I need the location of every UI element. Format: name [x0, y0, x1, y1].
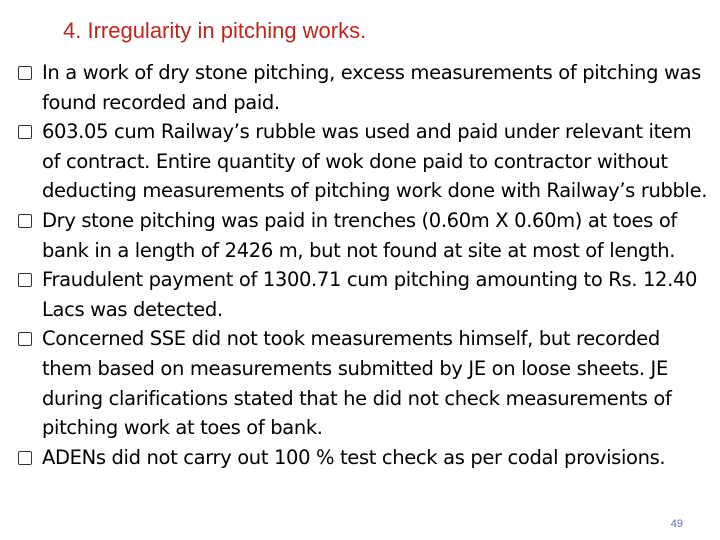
bullet-item	[10, 206, 710, 265]
bullet-text: Fraudulent payment of 1300.71 cum pitching amounting to Rs. 12.40 Lacs was detected.	[42, 268, 698, 321]
page-number: 49	[670, 518, 683, 530]
bullet-item	[10, 324, 710, 442]
bullet-item	[10, 265, 710, 324]
bullet-text: Dry stone pitching was paid in trenches (0.60m X 0.60m) at toes of bank in a length of 2426 m, but not found at site at most of length.	[42, 208, 677, 262]
bullet-text: In a work of dry stone pitching, excess measurements of pitching was found recorded and paid.	[42, 61, 701, 114]
square-bullet-icon	[18, 66, 32, 80]
bullet-text: 603.05 cum Railway’s rubble was used and paid under relevant item of contract. Entire quantity of wok done paid to contractor without deducting measurements of pitching work done with Railway’s rubble.	[42, 120, 708, 203]
bullet-item	[10, 443, 710, 473]
square-bullet-icon	[18, 332, 32, 346]
bullet-text: Concerned SSE did not took measurements himself, but recorded them based on measurements submitted by JE on loose sheets. JE during clarifications stated that he did not check measurements of pitching work at toes of bank.	[42, 327, 672, 440]
square-bullet-icon	[18, 125, 32, 139]
bullet-item	[10, 117, 710, 206]
slide-title: 4. Irregularity in pitching works.	[63, 18, 367, 43]
square-bullet-icon	[18, 214, 32, 228]
square-bullet-icon	[18, 273, 32, 287]
bullet-list	[10, 58, 710, 472]
bullet-text: ADENs did not carry out 100 % test check as per codal provisions.	[42, 445, 666, 469]
bullet-item	[10, 58, 710, 117]
square-bullet-icon	[18, 451, 32, 465]
